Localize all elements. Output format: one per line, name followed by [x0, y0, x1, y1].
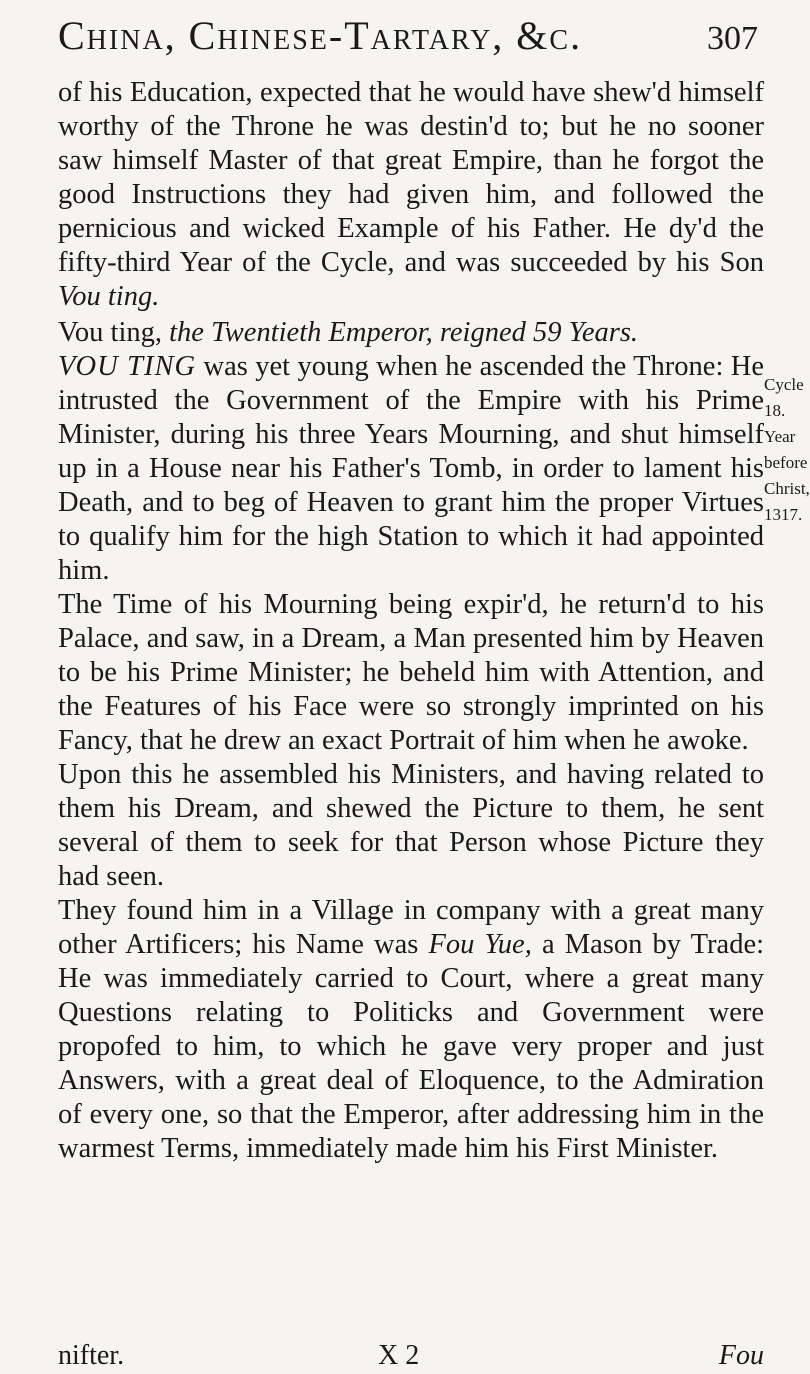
margin-note	[764, 372, 810, 528]
running-head-title: China, Chinese-Tartary, &c.	[58, 13, 583, 58]
margin-note-text: Cycle 18. Year before Christ, 1317.	[764, 375, 810, 524]
reign-heading-rest: the Twentieth Emperor, reigned 59 Years.	[169, 317, 639, 348]
catchword: Fou	[718, 1340, 764, 1371]
paragraph-5-text-a: They found him in a Village in company with a great many other Artificers; his Name was	[58, 895, 764, 960]
reign-heading	[58, 316, 764, 350]
signature-mark: X 2	[378, 1340, 420, 1371]
page-footer	[58, 1340, 764, 1374]
paragraph-5-text-b: a Mason by Trade: He was immediately carried to Court, where a great many Questions relating to Politicks and Government were propofed to him, to which he gave very proper and just Answers, with a great deal of Eloquence, to the Admiration of every one, so that the Emperor, after addressing him in the warmest Terms, immediately made him his First Minister.	[58, 929, 765, 1164]
paragraph-3: The Time of his Mourning being expir'd, he return'd to his Palace, and saw, in a Dream, a Man presented him by Heaven to be his Prime Minister; he beheld him with Attention, and the Features of his Face were so strongly imprinted on his Fancy, that he drew an exact Portrait of him when he awoke.	[58, 589, 764, 756]
paragraph-2	[58, 350, 764, 588]
reign-heading-name: Vou ting,	[58, 317, 162, 348]
paragraph-2-text: was yet young when he ascended the Throne: He intrusted the Government of the Empire with his Prime Minister, during his three Years Mourning, and shut himself up in a House near his Father's Tomb, in order to lament his Death, and to beg of Heaven to grant him the proper Virtues to qualify him for the high Station to which it had appointed him.	[58, 351, 765, 586]
paragraph-5-name: Fou Yue,	[428, 929, 532, 960]
running-head	[58, 12, 758, 72]
body-text	[58, 76, 764, 1166]
paragraph-4: Upon this he assembled his Ministers, and having related to them his Dream, and shewed the Picture to them, he sent several of them to seek for that Person whose Picture they had seen.	[58, 759, 764, 892]
paragraph-1	[58, 76, 764, 314]
paragraph-1-name: Vou ting.	[58, 281, 160, 312]
paragraph-1-text: of his Education, expected that he would have shew'd himself worthy of the Throne he was destin'd to; but he no sooner saw himself Master of that great Empire, than he forgot the good Instructions they had given him, and followed the pernicious and wicked Example of his Father. He dy'd the fifty-third Year of the Cycle, and was succeeded by his Son	[58, 77, 764, 278]
paragraph-5	[58, 894, 764, 1166]
footer-left: nifter.	[58, 1340, 125, 1371]
paragraph-2-lead: VOU TING	[58, 351, 197, 382]
page-number: 307	[707, 20, 758, 57]
